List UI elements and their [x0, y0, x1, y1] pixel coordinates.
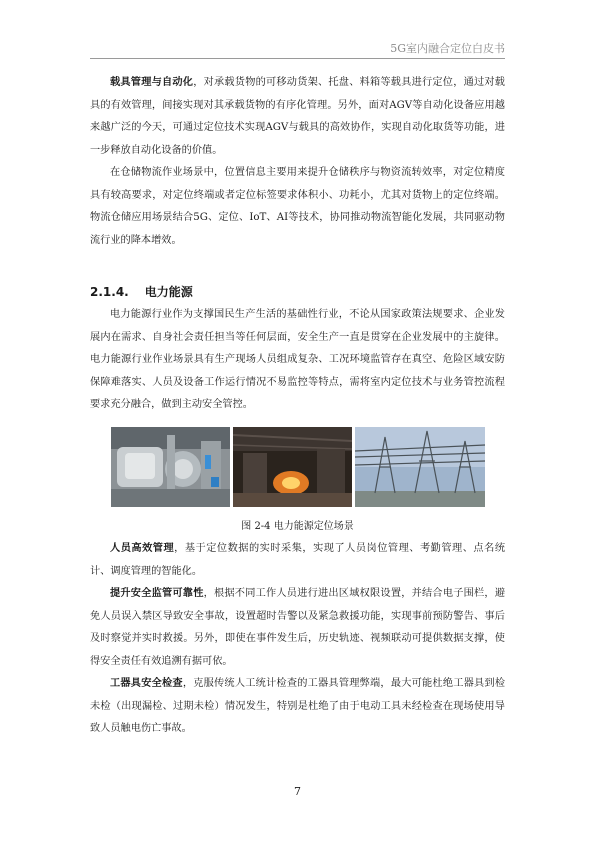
- paragraph-power-energy: [90, 304, 505, 417]
- paragraph-text: 电力能源行业作为支撑国民生产生活的基础性行业，不论从国家政策法规要求、企业发展内在需求、自身社会责任担当等任何层面，安全生产一直是贯穿在企业发展中的主旋律。电力能源行业作业场景具有生产现场人员组成复杂、工况环境监管存在真空、危险区域安防保障难落实、人员及设备工作运行情况不易监控等特点，需将室内定位技术与业务管控流程要求充分融合，做到主动安全管控。: [90, 309, 505, 410]
- paragraph-carrier-management: [90, 72, 505, 162]
- paragraph-text: ，克服传统人工统计检查的工器具管理弊端，最大可能杜绝工器具到检未检（出现漏检、过期未检）情况发生，特别是杜绝了由于电动工具未经检查在现场使用导致人员触电伤亡事故。: [90, 678, 506, 734]
- paragraph-text: ，对承载货物的可移动货架、托盘、料箱等载具进行定位，通过对载具的有效管理，间接实现对其承载货物的有序化管理。另外，面对AGV等自动化设备应用越来越广泛的今天，可通过定位技术实现AGV与载具的高效协作，实现自动化取货等功能，进一步释放自动化设备的价值。: [90, 77, 505, 156]
- paragraph-text: ，根据不同工作人员进行进出区域权限设置，并结合电子围栏，避免人员误入禁区导致安全事故，设置超时告警以及紧急救援功能，实现事前预防警告、事后及时察觉并实时救援。另外，即使在事件发生后，历史轨迹、视频联动可提供数据支撑，使得安全责任有效追溯有据可依。: [90, 588, 506, 667]
- paragraph-lead: 人员高效管理: [110, 543, 175, 554]
- header-rule: [90, 58, 505, 59]
- figure-power-scenes: [111, 427, 485, 507]
- paragraph-warehouse-scenario: [90, 162, 505, 252]
- section-title: 电力能源: [144, 285, 193, 299]
- paragraph-lead: 提升安全监管可靠性: [110, 588, 204, 599]
- paragraph-text: ，基于定位数据的实时采集，实现了人员岗位管理、考勤管理、点名统计、调度管理的智能化。: [90, 543, 506, 577]
- paragraph-safety-supervision: [90, 583, 505, 673]
- running-header: 5G室内融合定位白皮书: [390, 42, 505, 55]
- section-heading: [90, 283, 193, 300]
- paragraph-tool-inspection: [90, 673, 505, 741]
- paragraph-text: 在仓储物流作业场景中，位置信息主要用来提升仓储秩序与物资流转效率，对定位精度具有较高要求，对定位终端或者定位标签要求体积小、功耗小，尤其对货物上的定位终端。物流仓储应用场景结合5G、定位、IoT、AI等技术，协同推动物流智能化发展，共同驱动物流行业的降本增效。: [90, 167, 505, 246]
- page-number: 7: [294, 785, 301, 798]
- photo-furnace-workshop: [233, 427, 352, 507]
- paragraph-personnel-management: [90, 538, 505, 583]
- paragraph-lead: 工器具安全检查: [110, 678, 183, 689]
- figure-caption: 图 2-4 电力能源定位场景: [241, 521, 354, 532]
- photo-turbine-hall: [111, 427, 230, 507]
- photo-substation: [355, 427, 485, 507]
- paragraph-lead: 载具管理与自动化: [110, 77, 194, 88]
- section-number: 2.1.4.: [90, 285, 129, 299]
